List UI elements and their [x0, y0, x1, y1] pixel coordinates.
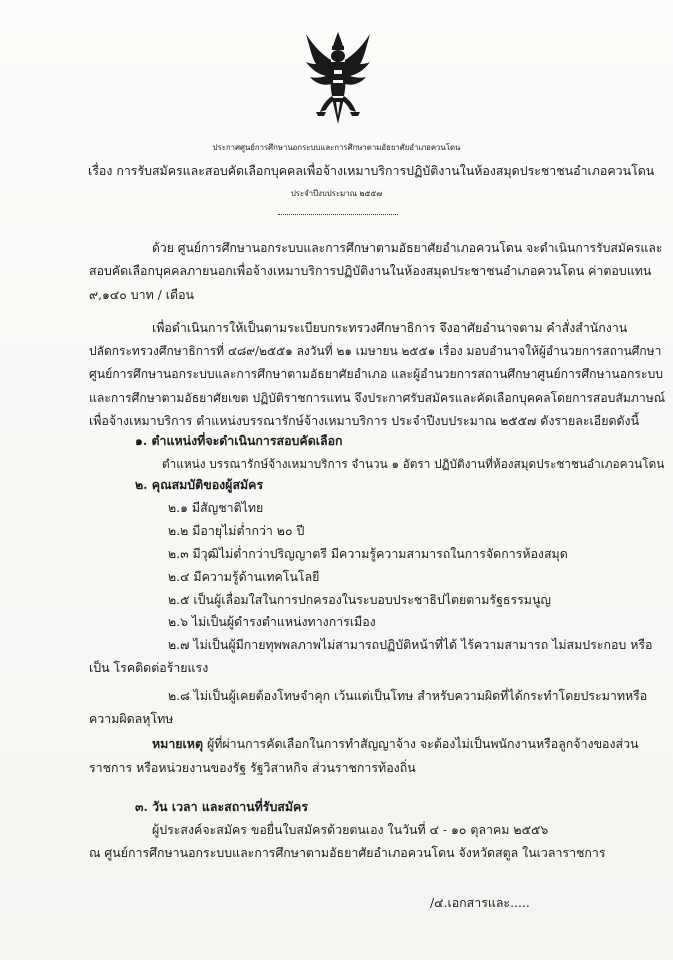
qualification-item-continued: ความผิดลหุโทษ	[89, 711, 174, 726]
intro-line-2: สอบคัดเลือกบุคคลภายนอกเพื่อจ้างเหมาบริการปฏิบัติงานในห้องสมุดประชาชนอำเภอควนโดน ค่าตอบแทน	[89, 263, 652, 278]
subject-line	[88, 163, 654, 179]
section-1-text: ตำแหน่ง บรรณารักษ์จ้างเหมาบริการ จำนวน ๑ อัตรา ปฏิบัติงานที่ห้องสมุดประชาชนอำเภอควนโดน	[162, 457, 665, 471]
qualification-item-continued: เป็น โรคติดต่อร้ายแรง	[89, 660, 209, 675]
section-1-heading: ๑. ตำแหน่งที่จะดำเนินการสอบคัดเลือก	[135, 433, 343, 448]
authority-line-4: และการศึกษาตามอัธยาศัยเขต ปฏิบัติราชการแทน จึงประกาศรับสมัครและคัดเลือกบุคคลโดยการสอบสัมภาษณ์	[89, 391, 666, 405]
title-separator	[278, 214, 398, 215]
subject-text: การรับสมัครและสอบคัดเลือกบุคคลเพื่อจ้างเหมาบริการปฏิบัติงานในห้องสมุดประชาชนอำเภอควนโดน	[116, 163, 655, 178]
qualification-item: ๒.๓ มีวุฒิไม่ต่ำกว่าปริญญาตรี มีความรู้ความสามารถในการจัดการห้องสมุด	[168, 546, 568, 561]
authority-line-5: เพื่อจ้างเหมาบริการ ตำแหน่งบรรณารักษ์จ้างเหมาบริการ ประจำปีงบประมาณ ๒๕๕๗ ดังรายละเอียดดังนี้	[89, 413, 640, 428]
authority-line-3: ศูนย์การศึกษานอกระบบและการศึกษาตามอัธยาศัยอำเภอ และผู้อำนวยการสถานศึกษาศูนย์การศึกษานอกระบบ	[89, 367, 663, 381]
authority-line-1: เพื่อดำเนินการให้เป็นตามระเบียบกระทรวงศึกษาธิการ จึงอาศัยอำนาจตาม คำสั่งสำนักงาน	[152, 320, 628, 335]
announcement-title: ประกาศศูนย์การศึกษานอกระบบและการศึกษาตามอัธยาศัยอำเภอควนโดน	[212, 143, 461, 152]
qualification-item: ๒.๔ มีความรู้ด้านเทคโนโลยี	[168, 569, 320, 584]
section-3-heading: ๓. วัน เวลา และสถานที่รับสมัคร	[135, 799, 308, 814]
qualification-item: ๒.๕ เป็นผู้เลื่อมใสในการปกครองในระบอบประชาธิปไตยตามรัฐธรรมนูญ	[168, 592, 551, 607]
note-line	[152, 736, 639, 752]
fiscal-year: ประจำปีงบประมาณ ๒๕๕๗	[290, 189, 383, 198]
subject-label: เรื่อง	[88, 163, 113, 178]
garuda-seal-icon	[304, 30, 372, 126]
qualification-item: ๒.๗ ไม่เป็นผู้มีกายทุพพลภาพไม่สามารถปฏิบัติหน้าที่ได้ ไร้ความสามารถ ไม่สมประกอบ หรือ	[168, 637, 653, 652]
section-2-heading: ๒. คุณสมบัติของผู้สมัคร	[135, 477, 264, 492]
section-3-line-1: ผู้ประสงค์จะสมัคร ขอยื่นใบสมัครด้วยตนเอง ในวันที่ ๔ - ๑๐ ตุลาคม ๒๕๕๖	[152, 822, 549, 837]
authority-line-2: ปลัดกระทรวงศึกษาธิการที่ ๔๘๙/๒๕๕๑ ลงวันที่ ๒๑ เมษายน ๒๕๕๑ เรื่อง มอบอำนาจให้ผู้อำนวยการสถานศึกษา	[89, 344, 662, 358]
qualification-item: ๒.๖ ไม่เป็นผู้ดำรงตำแหน่งทางการเมือง	[168, 614, 376, 629]
qualification-item: ๒.๑ มีสัญชาติไทย	[168, 500, 264, 515]
intro-line-3: ๙,๑๔๐ บาท / เดือน	[89, 287, 194, 302]
intro-line-1: ด้วย ศูนย์การศึกษานอกระบบและการศึกษาตามอัธยาศัยอำเภอควนโดน จะดำเนินการรับสมัครและ	[152, 241, 663, 255]
qualification-item: ๒.๒ มีอายุไม่ต่ำกว่า ๒๐ ปี	[168, 523, 305, 538]
section-3-line-2: ณ ศูนย์การศึกษานอกระบบและการศึกษาตามอัธยาศัยอำเภอควนโดน จังหวัดสตูล ในเวลาราชการ	[89, 845, 606, 860]
page-continuation: /๔.เอกสารและ.....	[430, 895, 530, 910]
qualification-item: ๒.๘ ไม่เป็นผู้เคยต้องโทษจำคุก เว้นแต่เป็นโทษ สำหรับความผิดที่ได้กระทำโดยประมาทหรือ	[168, 688, 648, 703]
note-continued: ราชการ หรือหน่วยงานของรัฐ รัฐวิสาหกิจ ส่วนราชการท้องถิ่น	[89, 760, 416, 775]
note-text: ผู้ที่ผ่านการคัดเลือกในการทำสัญญาจ้าง จะต้องไม่เป็นพนักงานหรือลูกจ้างของส่วน	[206, 736, 639, 751]
note-label: หมายเหตุ	[152, 736, 204, 751]
